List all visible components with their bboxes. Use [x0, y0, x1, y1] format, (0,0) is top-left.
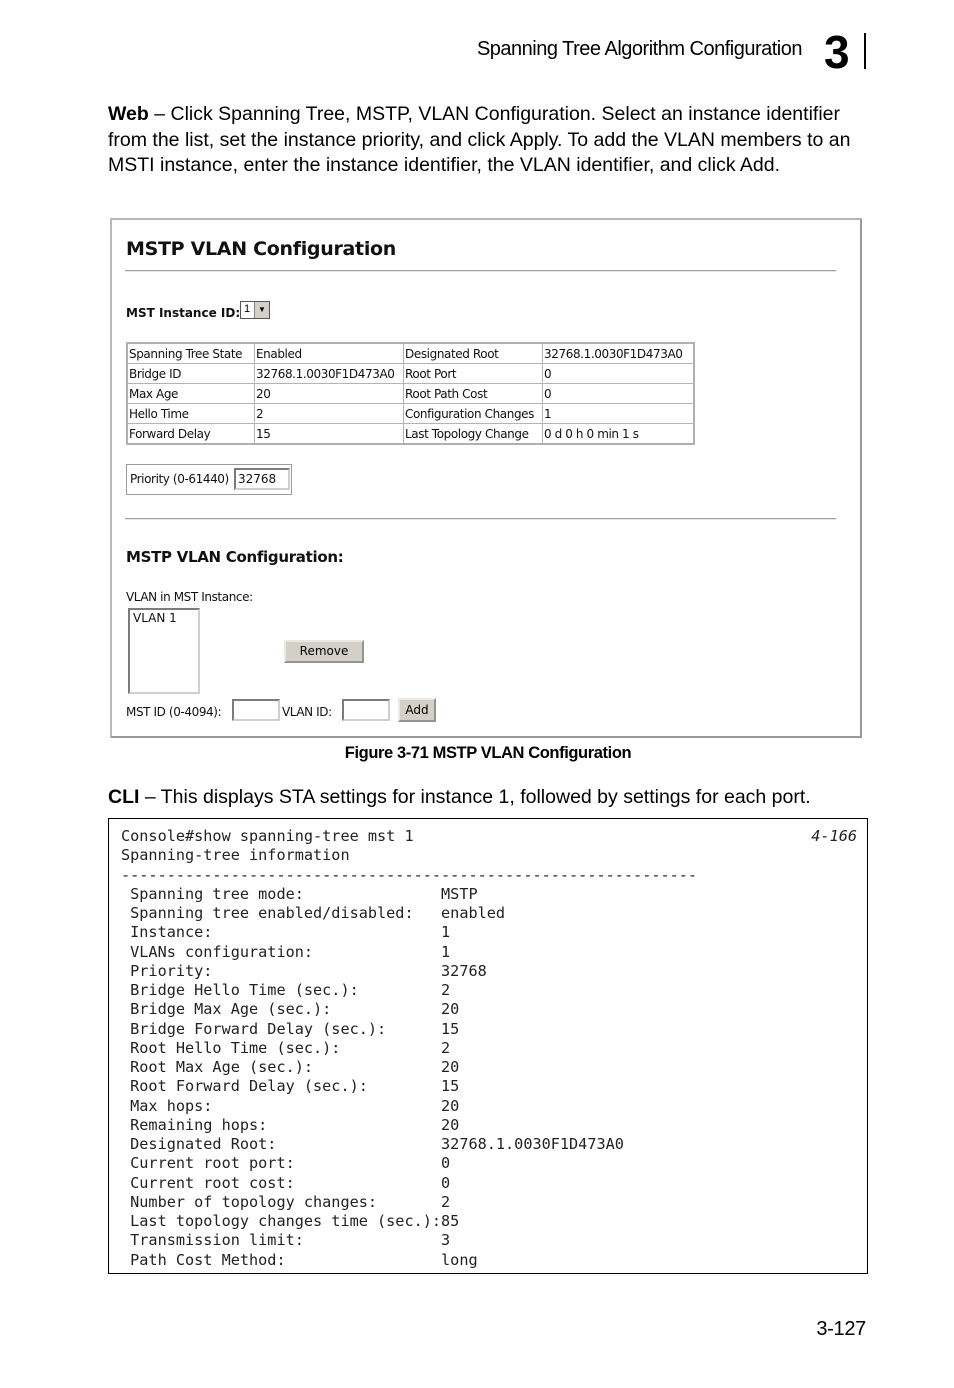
info-value-cell: 15 — [255, 424, 404, 445]
spanning-tree-info-table — [126, 342, 695, 445]
mst-instance-value: 1 — [244, 303, 251, 315]
dropdown-arrow-icon[interactable]: ▼ — [254, 302, 269, 318]
info-label-cell: Forward Delay — [127, 424, 255, 445]
info-value-cell: 32768.1.0030F1D473A0 — [543, 343, 695, 364]
vlan-in-mst-label: VLAN in MST Instance: — [126, 590, 253, 604]
cli-line: Transmission limit: 3 — [121, 1231, 451, 1250]
cli-line: Bridge Forward Delay (sec.): 15 — [121, 1019, 460, 1038]
info-label-cell: Designated Root — [404, 343, 543, 364]
mst-instance-select[interactable] — [240, 301, 270, 319]
info-value-cell: 0 d 0 h 0 min 1 s — [543, 424, 695, 445]
cli-line: Spanning tree mode: MSTP — [121, 884, 478, 903]
running-header-title: Spanning Tree Algorithm Configuration — [476, 38, 802, 60]
info-row — [127, 424, 694, 445]
cli-line: Path Cost Method: long — [121, 1250, 478, 1269]
mst-id-label: MST ID (0-4094): — [126, 705, 222, 719]
info-value-cell: Enabled — [255, 343, 404, 364]
cli-line: Current root port: 0 — [121, 1154, 451, 1173]
info-row — [127, 364, 694, 384]
add-button[interactable]: Add — [398, 698, 436, 722]
cli-line: Root Forward Delay (sec.): 15 — [121, 1077, 460, 1096]
vlan-list-item[interactable]: VLAN 1 — [133, 611, 177, 625]
cli-line: Bridge Hello Time (sec.): 2 — [121, 981, 451, 999]
info-label-cell: Configuration Changes — [404, 404, 543, 424]
mst-id-input[interactable] — [232, 699, 280, 721]
info-label-cell: Last Topology Change — [404, 424, 543, 445]
cli-line: Root Max Age (sec.): 20 — [121, 1058, 460, 1076]
cli-line: Remaining hops: 20 — [121, 1115, 460, 1134]
cli-command-reference: 4-166 — [811, 827, 857, 845]
mst-instance-label: MST Instance ID: — [126, 306, 241, 320]
cli-lead: CLI — [108, 786, 140, 808]
info-label-cell: Spanning Tree State — [127, 343, 255, 364]
cli-line: VLANs configuration: 1 — [121, 942, 451, 961]
chapter-number: 3 — [824, 26, 850, 78]
vlan-id-label: VLAN ID: — [282, 705, 332, 719]
info-label-cell: Bridge ID — [127, 364, 255, 384]
remove-button[interactable]: Remove — [284, 640, 364, 663]
cli-line: Instance: 1 — [121, 923, 451, 942]
info-row — [127, 343, 694, 364]
cli-line: Designated Root: 32768.1.0030F1D473A0 — [121, 1135, 624, 1153]
cli-text: – This displays STA settings for instance 1, followed by settings for each port. — [139, 786, 811, 808]
web-lead: Web — [108, 103, 149, 125]
mstp-vlan-subtitle: MSTP VLAN Configuration: — [126, 548, 344, 566]
web-text: – Click Spanning Tree, MSTP, VLAN Configuration. Select an instance identifier from the list, set the instance priority, and click Apply. To add the VLAN members to an MSTI instance, enter the instance identifier, the VLAN identifier, and click Add. — [108, 103, 851, 176]
screenshot-title: MSTP VLAN Configuration — [126, 238, 397, 260]
cli-output-box — [108, 818, 868, 1274]
web-instructions-paragraph — [108, 102, 868, 179]
info-label-cell: Root Path Cost — [404, 384, 543, 404]
section-divider — [125, 518, 836, 520]
cli-line: Spanning-tree information — [121, 846, 350, 865]
info-value-cell: 0 — [543, 364, 695, 384]
cli-line: Bridge Max Age (sec.): 20 — [121, 1000, 460, 1019]
cli-instructions-paragraph — [108, 785, 868, 811]
priority-label: Priority (0-61440) — [130, 472, 229, 486]
cli-line: Current root cost: 0 — [121, 1173, 451, 1192]
info-row — [127, 404, 694, 424]
cli-line: Priority: 32768 — [121, 961, 487, 980]
chapter-rule — [864, 33, 866, 69]
info-value-cell: 1 — [543, 404, 695, 424]
info-value-cell: 32768.1.0030F1D473A0 — [255, 364, 404, 384]
vlan-id-input[interactable] — [342, 699, 390, 721]
mstp-vlan-screenshot — [110, 218, 862, 738]
cli-line: --------------------------------------------------------------- — [121, 865, 698, 884]
figure-caption: Figure 3-71 MSTP VLAN Configuration — [344, 744, 632, 762]
info-label-cell: Root Port — [404, 364, 543, 384]
cli-output-lines — [121, 827, 697, 1270]
info-value-cell: 20 — [255, 384, 404, 404]
title-divider — [125, 270, 836, 272]
info-row — [127, 384, 694, 404]
info-value-cell: 0 — [543, 384, 695, 404]
cli-line: Last topology changes time (sec.):85 — [121, 1212, 460, 1230]
cli-line: Max hops: 20 — [121, 1096, 460, 1115]
page-number: 3-127 — [816, 1318, 866, 1340]
cli-line: Console#show spanning-tree mst 1 — [121, 827, 414, 845]
cli-line: Number of topology changes: 2 — [121, 1192, 451, 1211]
info-label-cell: Hello Time — [127, 404, 255, 424]
info-label-cell: Max Age — [127, 384, 255, 404]
info-value-cell: 2 — [255, 404, 404, 424]
vlan-in-mst-listbox[interactable] — [128, 608, 200, 694]
priority-input[interactable]: 32768 — [234, 468, 290, 490]
cli-line: Root Hello Time (sec.): 2 — [121, 1038, 451, 1057]
cli-line: Spanning tree enabled/disabled: enabled — [121, 904, 506, 922]
